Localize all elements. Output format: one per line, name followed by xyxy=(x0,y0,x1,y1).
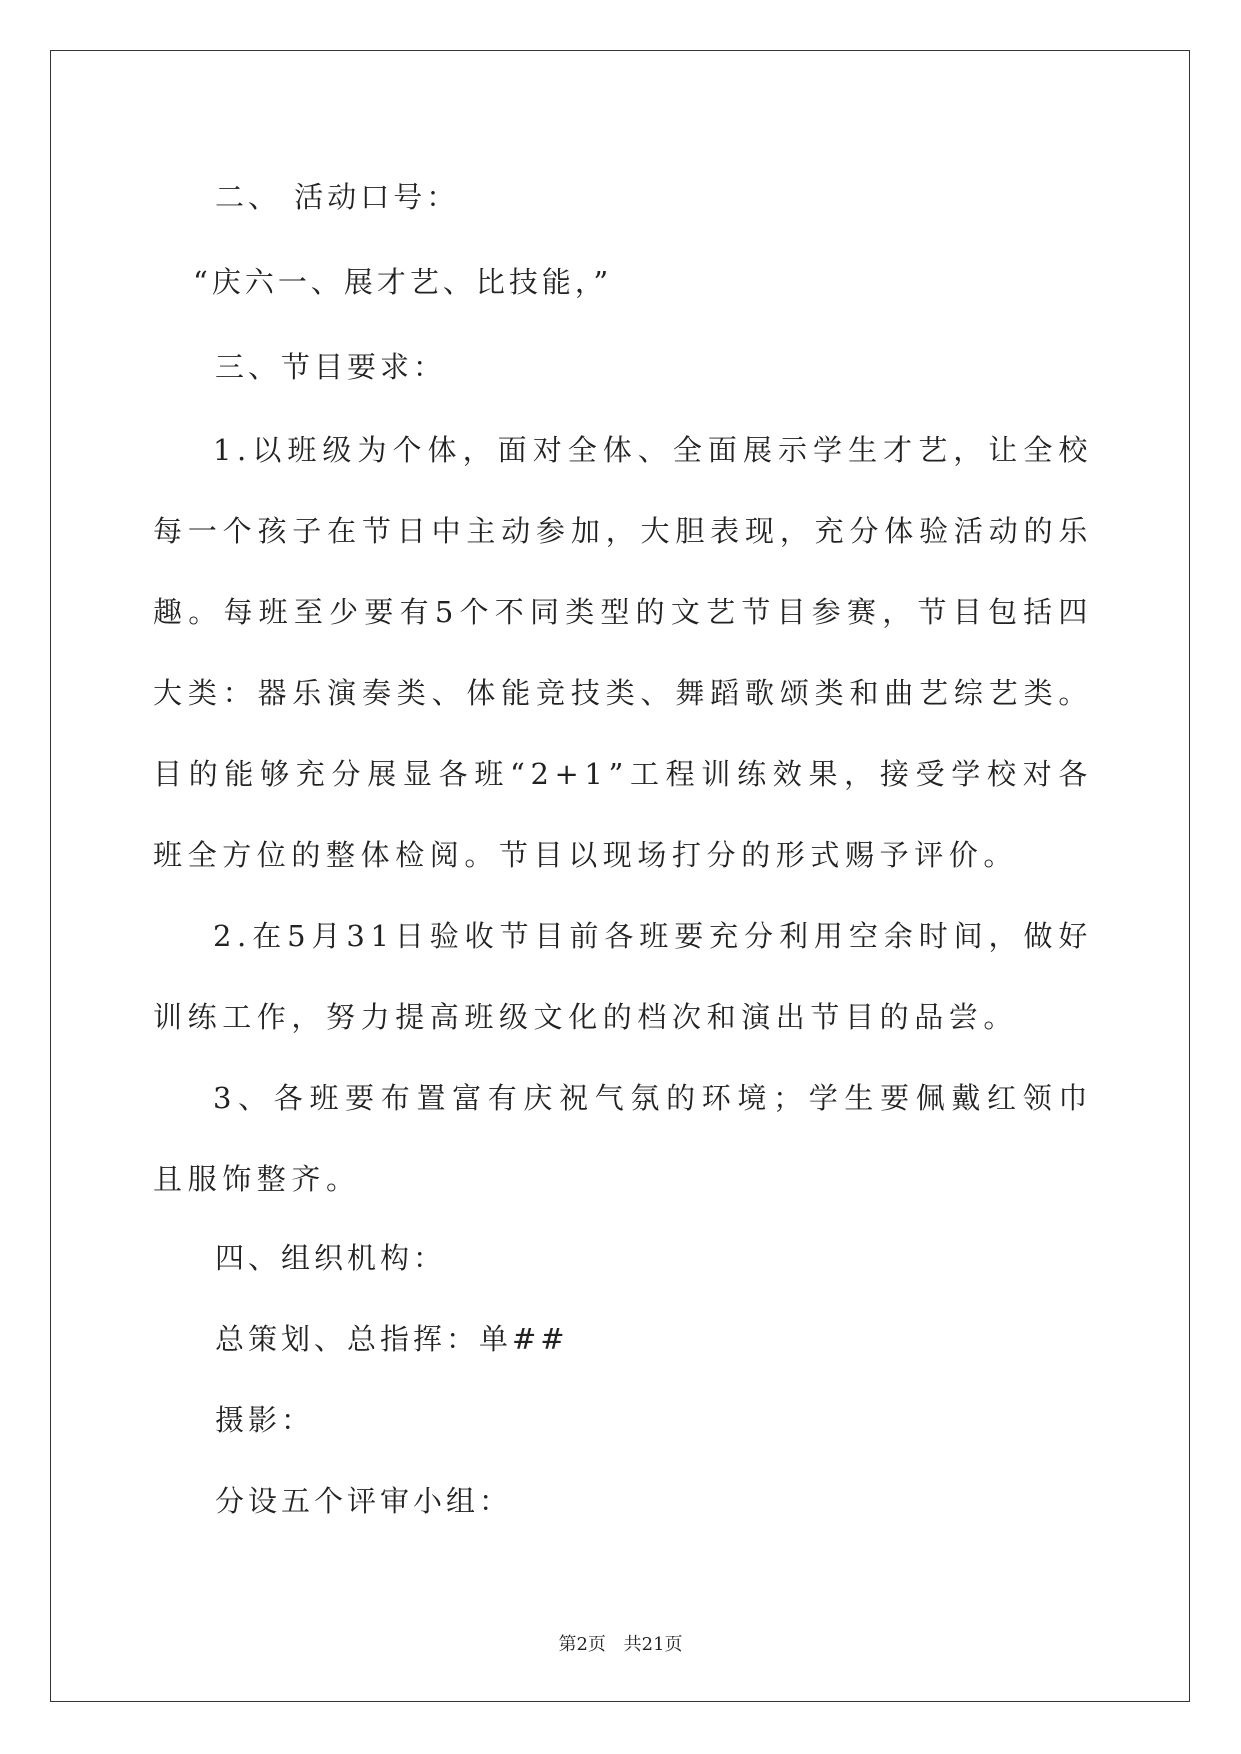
requirement-item-1: 1.以班级为个体，面对全体、全面展示学生才艺，让全校每一个孩子在节日中主动参加，大胆表现，充分体验活动的乐趣。每班至少要有5个不同类型的文艺节目参赛，节目包括四大类：器乐演奏类、体能竞技类、舞蹈歌颂类和曲艺综艺类。目的能够充分展显各班“2+1”工程训练效果，接受学校对各班全方位的整体检阅。节目以现场打分的形式赐予评价。 xyxy=(153,433,1093,872)
photography-line: 摄影： xyxy=(215,1403,315,1437)
review-groups-line: 分设五个评审小组： xyxy=(215,1484,513,1518)
section-heading-4: 四、组织机构： xyxy=(215,1241,447,1275)
slogan-text: “庆六一、展才艺、比技能，” xyxy=(193,265,613,299)
director-line: 总策划、总指挥：单## xyxy=(215,1322,569,1356)
requirement-item-2: 2.在5月31日验收节目前各班要充分利用空余时间，做好训练工作，努力提高班级文化的档次和演出节目的品尝。 xyxy=(153,919,1093,1034)
requirement-item-3: 3、各班要布置富有庆祝气氛的环境；学生要佩戴红领巾且服饰整齐。 xyxy=(153,1081,1093,1196)
page-total: 共21页 xyxy=(623,1634,683,1655)
section-heading-3: 三、节目要求： xyxy=(215,350,447,384)
document-body xyxy=(153,165,1093,1534)
section-heading-2: 二、 活动口号： xyxy=(215,180,460,214)
page-footer xyxy=(0,1630,1241,1656)
page-number: 第2页 xyxy=(558,1634,606,1655)
